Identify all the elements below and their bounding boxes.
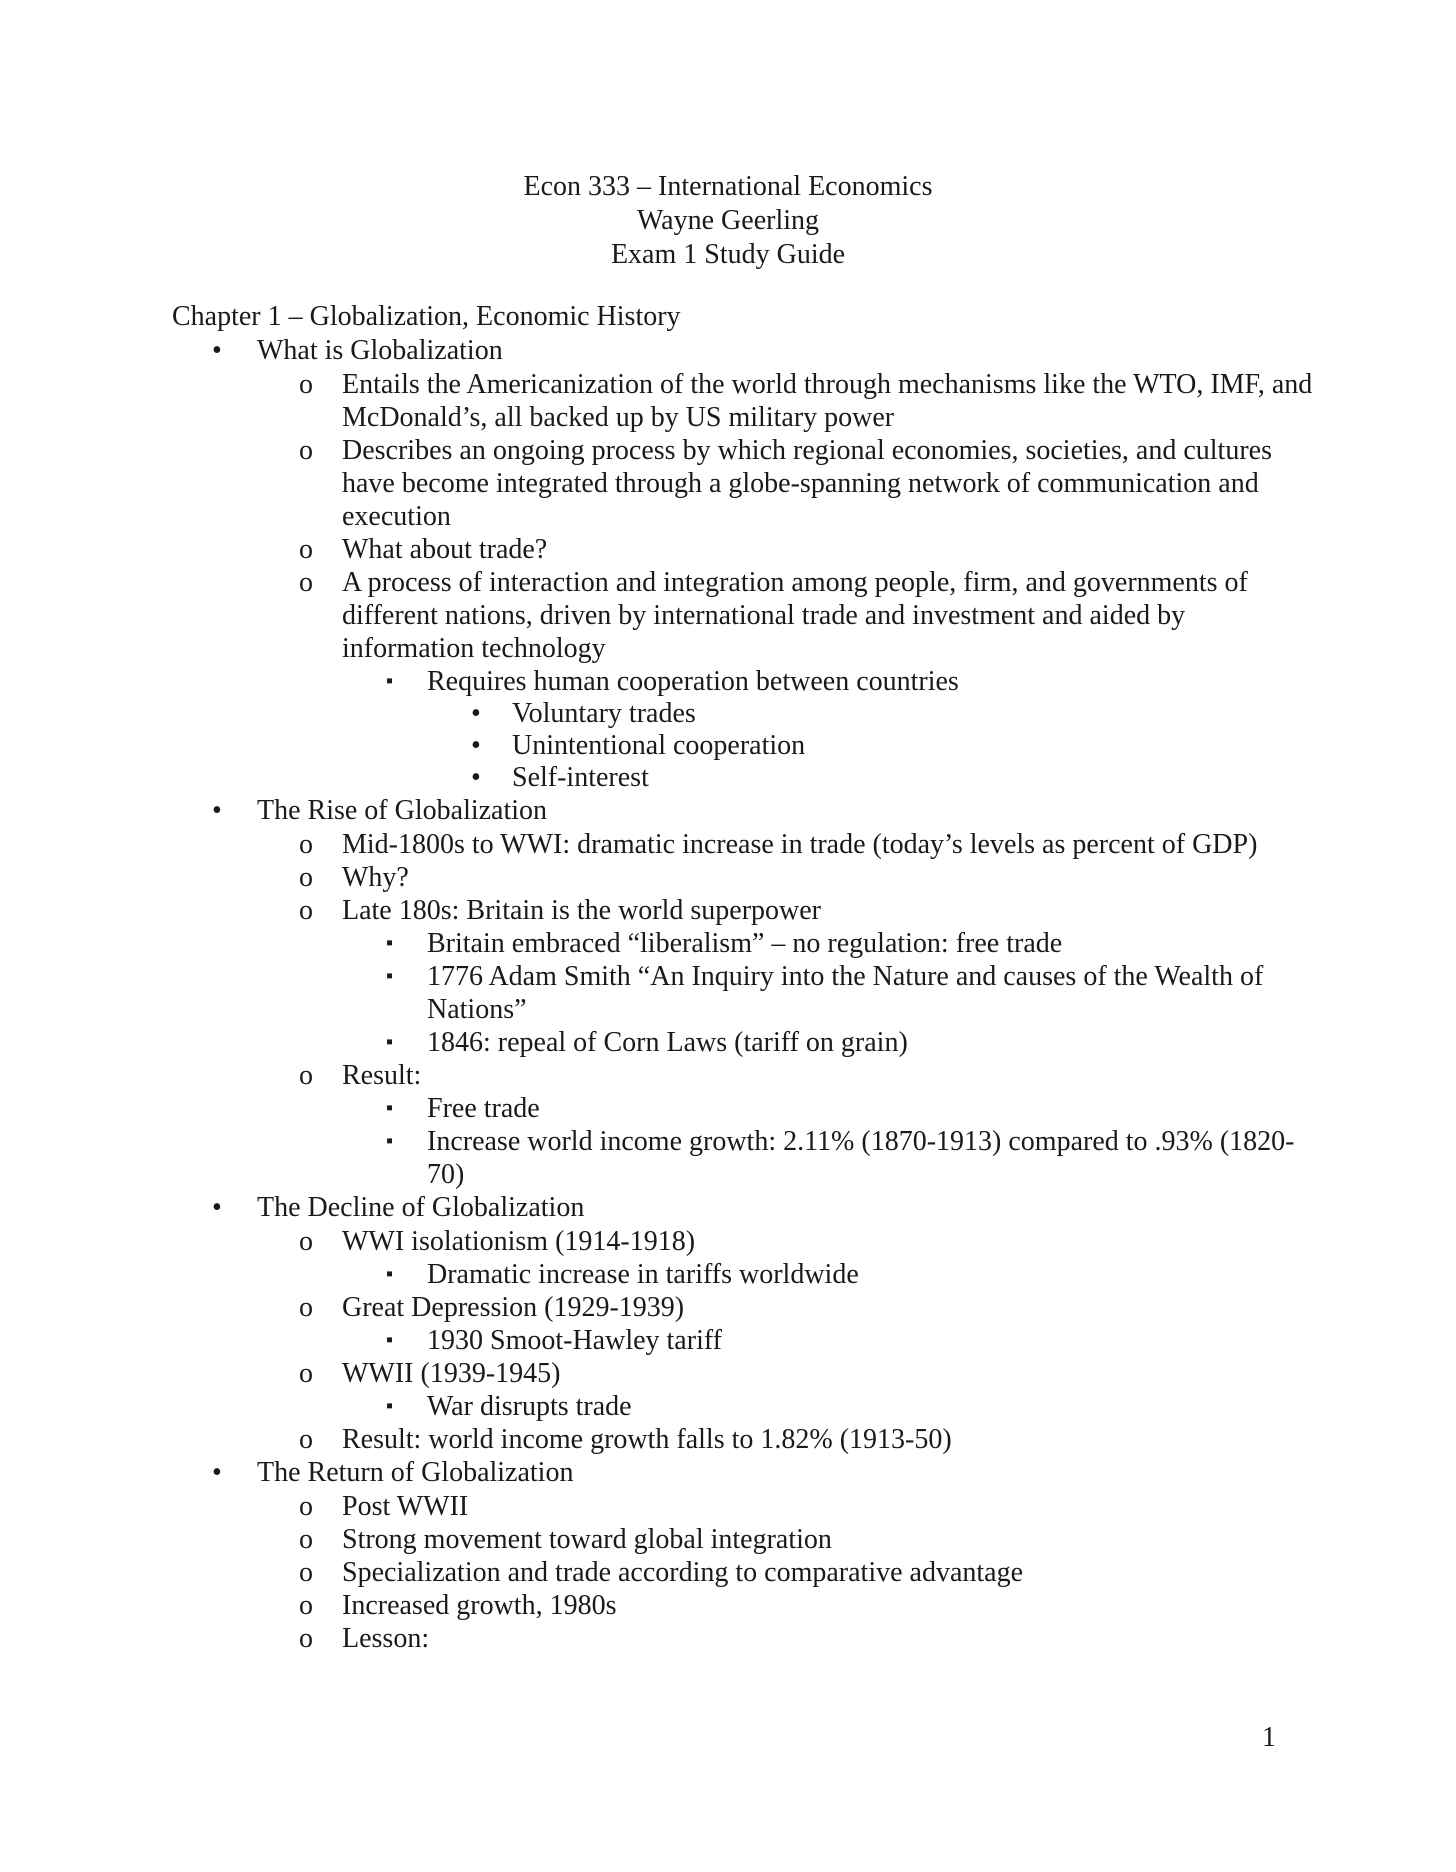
circle-bullet-icon: o xyxy=(299,829,313,860)
instructor-name: Wayne Geerling xyxy=(637,205,819,236)
list-item-text: What about trade? xyxy=(342,534,548,565)
list-item xyxy=(427,730,1322,762)
section-item xyxy=(172,1456,1322,1655)
circle-bullet-icon: o xyxy=(299,1557,313,1588)
bullet-icon: • xyxy=(471,730,481,761)
list-item xyxy=(257,1589,1322,1622)
circle-bullet-icon: o xyxy=(299,895,313,926)
list-item xyxy=(257,828,1322,861)
list-item-text: 1930 Smoot-Hawley tariff xyxy=(427,1325,722,1356)
section-item xyxy=(172,334,1322,794)
bullet-icon: • xyxy=(212,1457,222,1488)
square-bullet-icon: ▪ xyxy=(386,1097,394,1119)
subitem-list xyxy=(342,665,1322,794)
chapter-heading: Chapter 1 – Globalization, Economic History xyxy=(172,301,681,332)
subitem-list xyxy=(427,698,1322,794)
square-bullet-icon: ▪ xyxy=(386,965,394,987)
list-item xyxy=(257,434,1322,533)
circle-bullet-icon: o xyxy=(299,1358,313,1389)
list-item xyxy=(257,1291,1322,1357)
list-item-text: Describes an ongoing process by which regional economies, societies, and cultures have become integrated through a globe-spanning network of communication and execution xyxy=(342,435,1272,532)
circle-bullet-icon: o xyxy=(299,435,313,466)
section-title: The Decline of Globalization xyxy=(257,1192,585,1223)
circle-bullet-icon: o xyxy=(299,567,313,598)
list-item-text: Result: xyxy=(342,1060,422,1091)
circle-bullet-icon: o xyxy=(299,1226,313,1257)
subitem-list xyxy=(342,1258,1322,1291)
list-item-text: Unintentional cooperation xyxy=(512,730,806,761)
list-item xyxy=(342,1125,1322,1191)
list-item xyxy=(257,566,1322,794)
list-item xyxy=(257,1357,1322,1423)
list-item-text: Increased growth, 1980s xyxy=(342,1590,617,1621)
square-bullet-icon: ▪ xyxy=(386,932,394,954)
page-number: 1 xyxy=(1262,1722,1276,1753)
list-item-text: WWI isolationism (1914-1918) xyxy=(342,1226,696,1257)
list-item xyxy=(342,665,1322,794)
circle-bullet-icon: o xyxy=(299,1060,313,1091)
subitem-list xyxy=(257,1490,1322,1655)
list-item-text: Britain embraced “liberalism” – no regulation: free trade xyxy=(427,928,1063,959)
bullet-icon: • xyxy=(212,335,222,366)
list-item-text: Mid-1800s to WWI: dramatic increase in trade (today’s levels as percent of GDP) xyxy=(342,829,1258,860)
list-item-text: Self-interest xyxy=(512,762,649,793)
bullet-icon: • xyxy=(212,795,222,826)
section-title: The Return of Globalization xyxy=(257,1457,574,1488)
list-item-text: Post WWII xyxy=(342,1491,469,1522)
list-item-text: Voluntary trades xyxy=(512,698,696,729)
circle-bullet-icon: o xyxy=(299,1491,313,1522)
bullet-icon: • xyxy=(212,1192,222,1223)
subitem-list xyxy=(342,927,1322,1059)
list-item-text: Requires human cooperation between countries xyxy=(427,666,959,697)
square-bullet-icon: ▪ xyxy=(386,1263,394,1285)
bullet-icon: • xyxy=(471,762,481,793)
list-item-text: Strong movement toward global integration xyxy=(342,1524,832,1555)
list-item xyxy=(342,1324,1322,1357)
list-item-text: Why? xyxy=(342,862,409,893)
subitem-list xyxy=(342,1390,1322,1423)
circle-bullet-icon: o xyxy=(299,534,313,565)
list-item-text: Specialization and trade according to comparative advantage xyxy=(342,1557,1024,1588)
list-item xyxy=(342,960,1322,1026)
list-item xyxy=(257,368,1322,434)
circle-bullet-icon: o xyxy=(299,1590,313,1621)
square-bullet-icon: ▪ xyxy=(386,670,394,692)
list-item-text: Great Depression (1929-1939) xyxy=(342,1292,685,1323)
circle-bullet-icon: o xyxy=(299,1623,313,1654)
list-item-text: A process of interaction and integration among people, firm, and governments of different nations, driven by international trade and investment and aided by information technology xyxy=(342,567,1248,664)
square-bullet-icon: ▪ xyxy=(386,1031,394,1053)
list-item-text: Free trade xyxy=(427,1093,540,1124)
list-item-text: Dramatic increase in tariffs worldwide xyxy=(427,1259,859,1290)
list-item xyxy=(257,861,1322,894)
list-item xyxy=(342,1390,1322,1423)
list-item-text: War disrupts trade xyxy=(427,1391,632,1422)
subitem-list xyxy=(342,1324,1322,1357)
list-item xyxy=(257,1490,1322,1523)
subitem-list xyxy=(257,1225,1322,1456)
list-item-text: Lesson: xyxy=(342,1623,430,1654)
circle-bullet-icon: o xyxy=(299,1292,313,1323)
list-item-text: Entails the Americanization of the world through mechanisms like the WTO, IMF, and McDonald’s, all backed up by US military power xyxy=(342,369,1313,433)
subitem-list xyxy=(257,368,1322,794)
list-item-text: 1846: repeal of Corn Laws (tariff on grain) xyxy=(427,1027,908,1058)
section-title: What is Globalization xyxy=(257,335,503,366)
circle-bullet-icon: o xyxy=(299,369,313,400)
list-item xyxy=(427,698,1322,730)
subitem-list xyxy=(257,828,1322,1191)
list-item xyxy=(257,1225,1322,1291)
list-item xyxy=(257,1423,1322,1456)
list-item xyxy=(257,1523,1322,1556)
list-item xyxy=(342,1092,1322,1125)
list-item xyxy=(342,1026,1322,1059)
list-item-text: 1776 Adam Smith “An Inquiry into the Nature and causes of the Wealth of Nations” xyxy=(427,961,1264,1025)
list-item xyxy=(257,1059,1322,1191)
list-item xyxy=(342,1258,1322,1291)
list-item xyxy=(257,1622,1322,1655)
section-list xyxy=(172,334,1322,1655)
subitem-list xyxy=(342,1092,1322,1191)
course-title: Econ 333 – International Economics xyxy=(523,171,933,202)
square-bullet-icon: ▪ xyxy=(386,1130,394,1152)
section-title: The Rise of Globalization xyxy=(257,795,548,826)
circle-bullet-icon: o xyxy=(299,862,313,893)
list-item-text: Late 180s: Britain is the world superpower xyxy=(342,895,822,926)
square-bullet-icon: ▪ xyxy=(386,1329,394,1351)
document-title: Exam 1 Study Guide xyxy=(610,239,846,270)
list-item xyxy=(427,762,1322,794)
list-item-text: Result: world income growth falls to 1.82% (1913-50) xyxy=(342,1424,952,1455)
list-item xyxy=(257,533,1322,566)
list-item xyxy=(257,1556,1322,1589)
list-item-text: WWII (1939-1945) xyxy=(342,1358,561,1389)
section-item xyxy=(172,794,1322,1191)
circle-bullet-icon: o xyxy=(299,1524,313,1555)
section-item xyxy=(172,1191,1322,1456)
square-bullet-icon: ▪ xyxy=(386,1395,394,1417)
bullet-icon: • xyxy=(471,698,481,729)
list-item xyxy=(257,894,1322,1059)
list-item-text: Increase world income growth: 2.11% (1870-1913) compared to .93% (1820-70) xyxy=(427,1126,1295,1190)
circle-bullet-icon: o xyxy=(299,1424,313,1455)
study-guide-content xyxy=(172,300,1322,1655)
document-header xyxy=(0,170,1456,272)
list-item xyxy=(342,927,1322,960)
